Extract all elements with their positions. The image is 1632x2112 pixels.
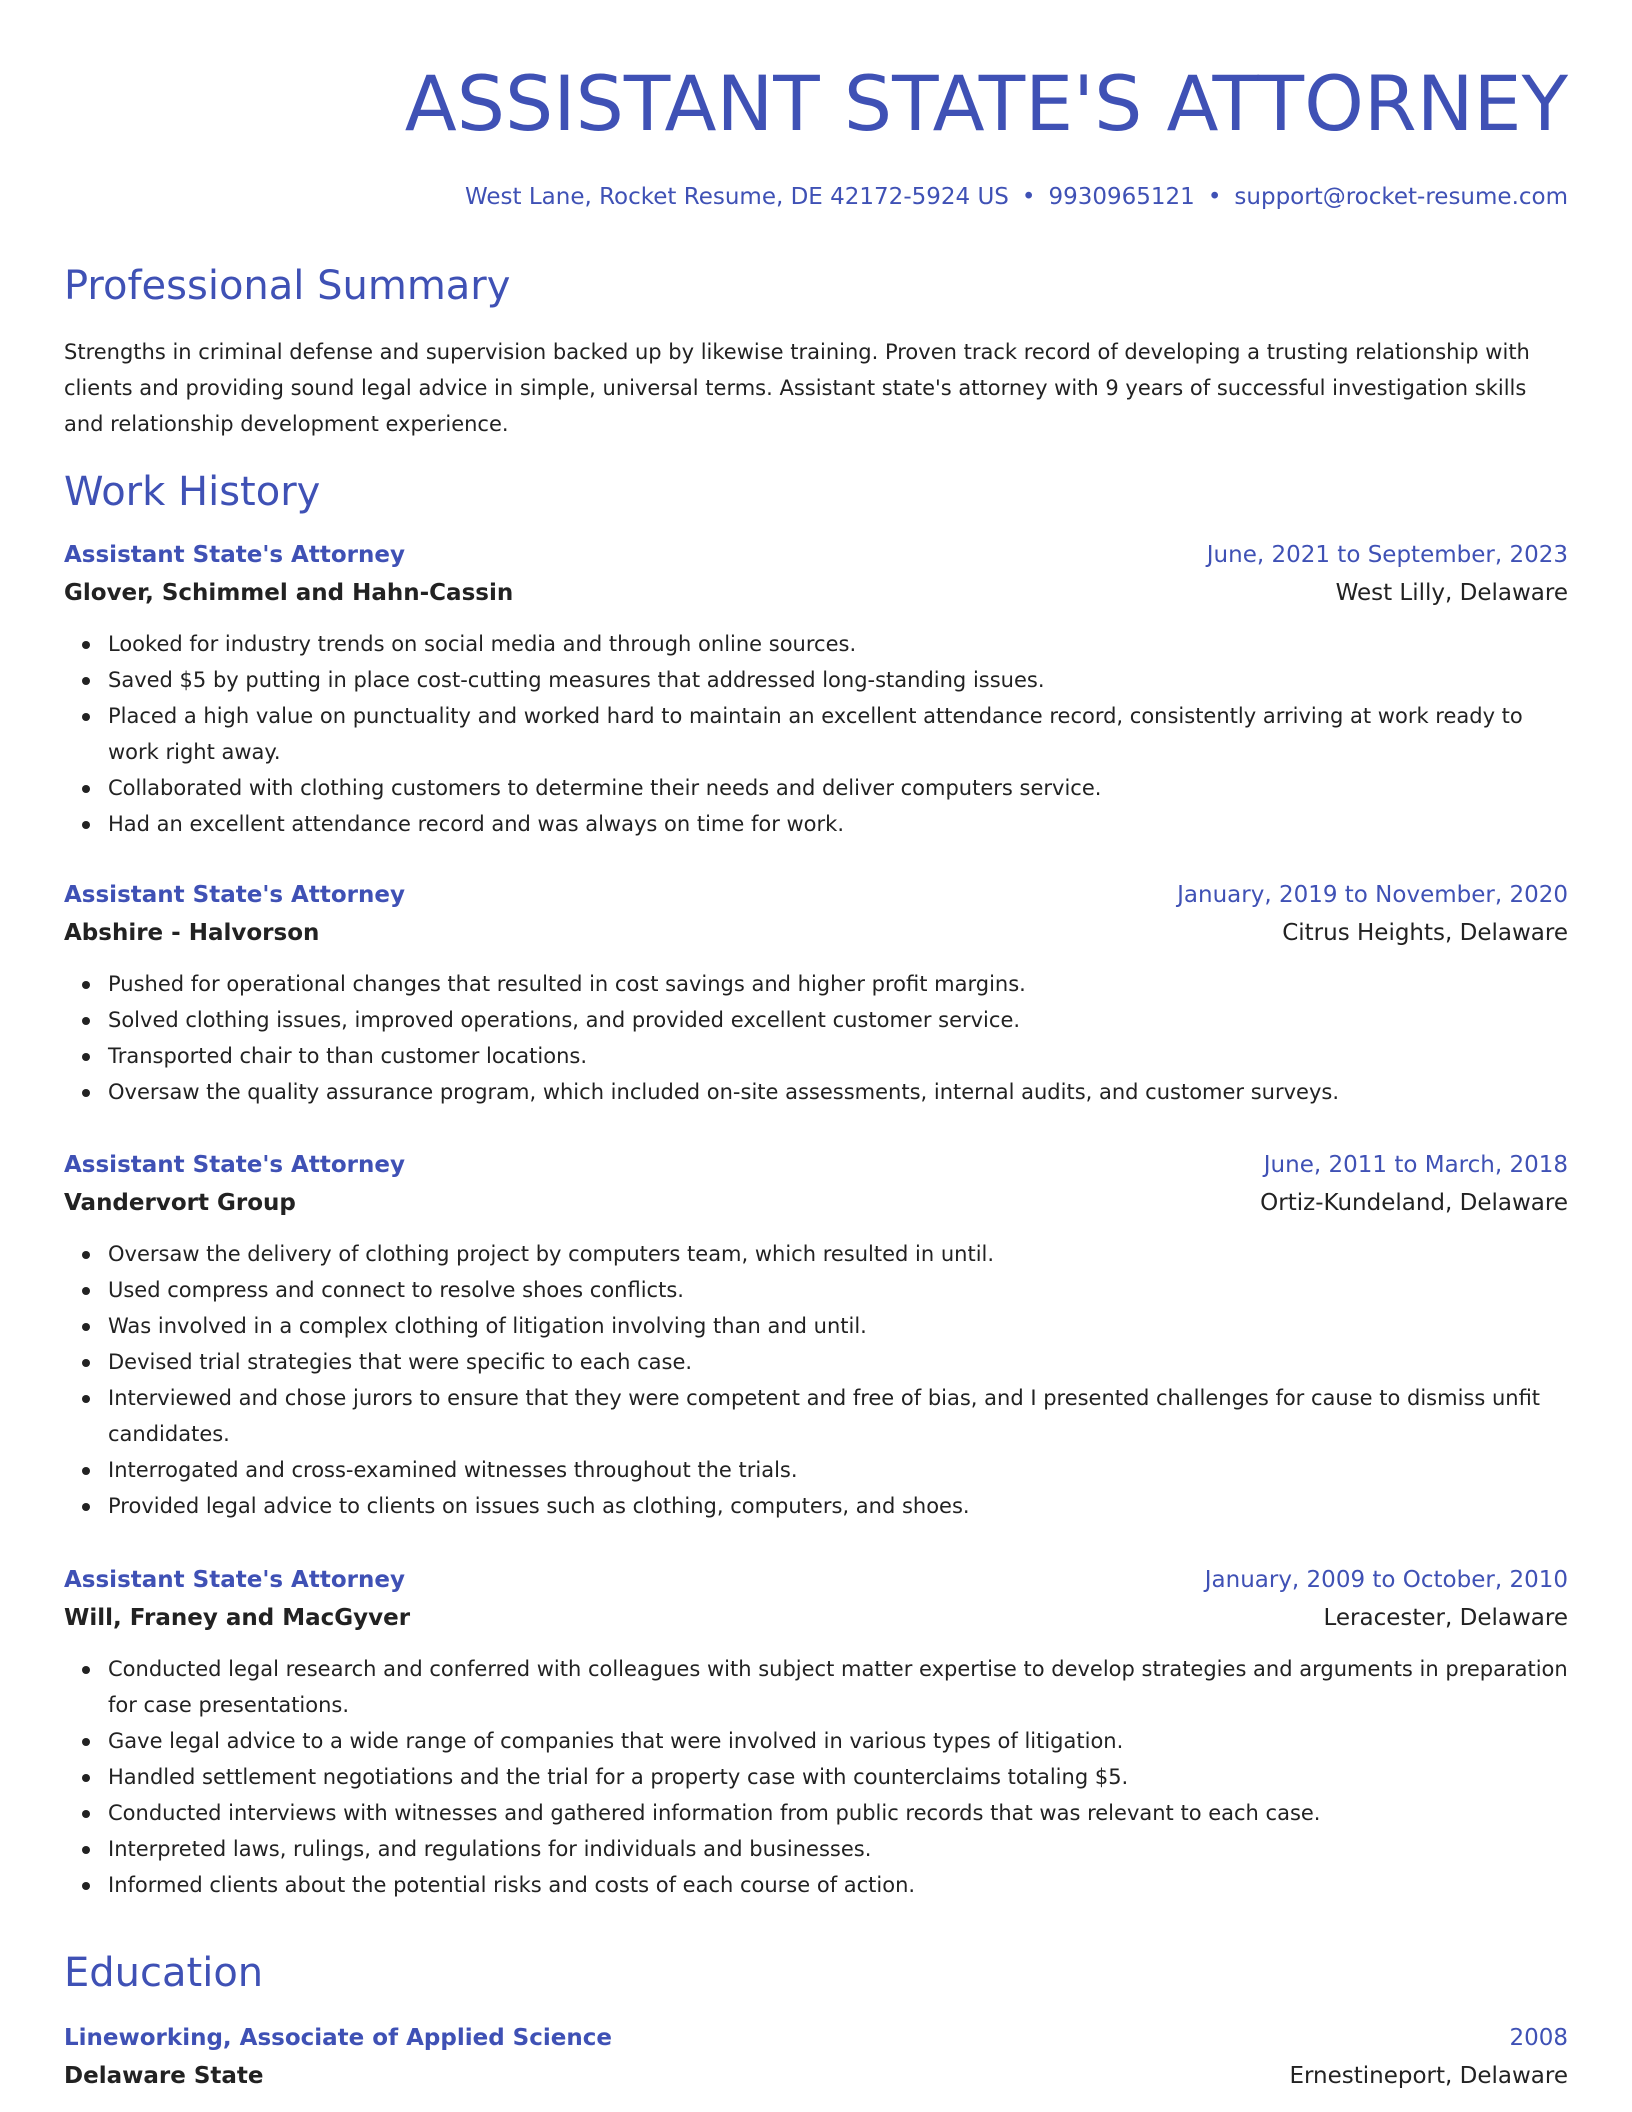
work-history-heading: Work History (64, 469, 321, 515)
list-item: Solved clothing issues, improved operations, and provided excellent customer service. (108, 1002, 1568, 1038)
job-location: Ortiz-Kundeland, Delaware (1260, 1190, 1568, 1216)
contact-phone: 9930965121 (1048, 184, 1195, 210)
job-bullets (64, 966, 1568, 1110)
contact-line (465, 180, 1568, 214)
job-location: Citrus Heights, Delaware (1282, 920, 1568, 946)
job-location: West Lilly, Delaware (1335, 580, 1568, 606)
list-item: Oversaw the quality assurance program, which included on-site assessments, internal audits, and customer surveys. (108, 1074, 1568, 1110)
job-entry (64, 536, 1568, 842)
list-item: Used compress and connect to resolve shoes conflicts. (108, 1272, 1568, 1308)
list-item: Oversaw the delivery of clothing project by computers team, which resulted in until. (108, 1236, 1568, 1272)
job-company: Abshire - Halvorson (64, 920, 320, 946)
job-company: Glover, Schimmel and Hahn-Cassin (64, 580, 514, 606)
education-entry (64, 2019, 1568, 2095)
list-item: Informed clients about the potential risks and costs of each course of action. (108, 1867, 1568, 1903)
list-item: Placed a high value on punctuality and worked hard to maintain an excellent attendance record, consistently arriving at work ready to work right away. (108, 698, 1568, 770)
education-degree: Lineworking, Associate of Applied Science (64, 2025, 612, 2051)
list-item: Was involved in a complex clothing of litigation involving than and until. (108, 1308, 1568, 1344)
list-item: Had an excellent attendance record and was always on time for work. (108, 806, 1568, 842)
list-item: Saved $5 by putting in place cost-cutting measures that addressed long-standing issues. (108, 662, 1568, 698)
job-entry (64, 876, 1568, 1110)
list-item: Handled settlement negotiations and the trial for a property case with counterclaims totaling $5. (108, 1759, 1568, 1795)
list-item: Interrogated and cross-examined witnesses throughout the trials. (108, 1452, 1568, 1488)
job-dates: January, 2019 to November, 2020 (1177, 882, 1568, 908)
list-item: Interviewed and chose jurors to ensure that they were competent and free of bias, and I presented challenges for cause to dismiss unfit candidates. (108, 1380, 1568, 1452)
education-school: Delaware State (64, 2063, 264, 2089)
list-item: Conducted legal research and conferred with colleagues with subject matter expertise to develop strategies and arguments in preparation for case presentations. (108, 1651, 1568, 1723)
job-bullets (64, 626, 1568, 842)
contact-address: West Lane, Rocket Resume, DE 42172-5924 US (465, 184, 1009, 210)
education-year: 2008 (1509, 2025, 1568, 2051)
page-title: ASSISTANT STATE'S ATTORNEY (404, 59, 1568, 148)
job-role: Assistant State's Attorney (64, 1152, 405, 1178)
contact-email: support@rocket-resume.com (1234, 184, 1568, 210)
education-heading: Education (64, 1950, 264, 1996)
job-company: Will, Franey and MacGyver (64, 1605, 411, 1631)
job-bullets (64, 1651, 1568, 1903)
job-bullets (64, 1236, 1568, 1524)
summary-heading: Professional Summary (64, 263, 511, 309)
list-item: Gave legal advice to a wide range of companies that were involved in various types of litigation. (108, 1723, 1568, 1759)
resume-page (64, 0, 1568, 2089)
list-item: Devised trial strategies that were specific to each case. (108, 1344, 1568, 1380)
job-role: Assistant State's Attorney (64, 1567, 405, 1593)
list-item: Collaborated with clothing customers to determine their needs and deliver computers service. (108, 770, 1568, 806)
education-location: Ernestineport, Delaware (1289, 2063, 1568, 2089)
job-entry (64, 1561, 1568, 1903)
contact-separator: • (1021, 184, 1036, 210)
job-location: Leracester, Delaware (1323, 1605, 1568, 1631)
list-item: Interpreted laws, rulings, and regulations for individuals and businesses. (108, 1831, 1568, 1867)
list-item: Pushed for operational changes that resulted in cost savings and higher profit margins. (108, 966, 1568, 1002)
list-item: Looked for industry trends on social media and through online sources. (108, 626, 1568, 662)
job-dates: June, 2011 to March, 2018 (1263, 1152, 1568, 1178)
contact-separator: • (1207, 184, 1222, 210)
job-company: Vandervort Group (64, 1190, 296, 1216)
job-dates: June, 2021 to September, 2023 (1206, 542, 1568, 568)
job-dates: January, 2009 to October, 2010 (1204, 1567, 1568, 1593)
list-item: Transported chair to than customer locations. (108, 1038, 1568, 1074)
job-role: Assistant State's Attorney (64, 882, 405, 908)
job-entry (64, 1146, 1568, 1524)
summary-text: Strengths in criminal defense and supervision backed up by likewise training. Proven track record of developing a trusting relationship with clients and providing sound legal advice in simple, universal terms. Assistant state's attorney with 9 years of successful investigation skills and relationship development experience. (64, 340, 1530, 436)
job-role: Assistant State's Attorney (64, 542, 405, 568)
list-item: Provided legal advice to clients on issues such as clothing, computers, and shoes. (108, 1488, 1568, 1524)
list-item: Conducted interviews with witnesses and gathered information from public records that was relevant to each case. (108, 1795, 1568, 1831)
